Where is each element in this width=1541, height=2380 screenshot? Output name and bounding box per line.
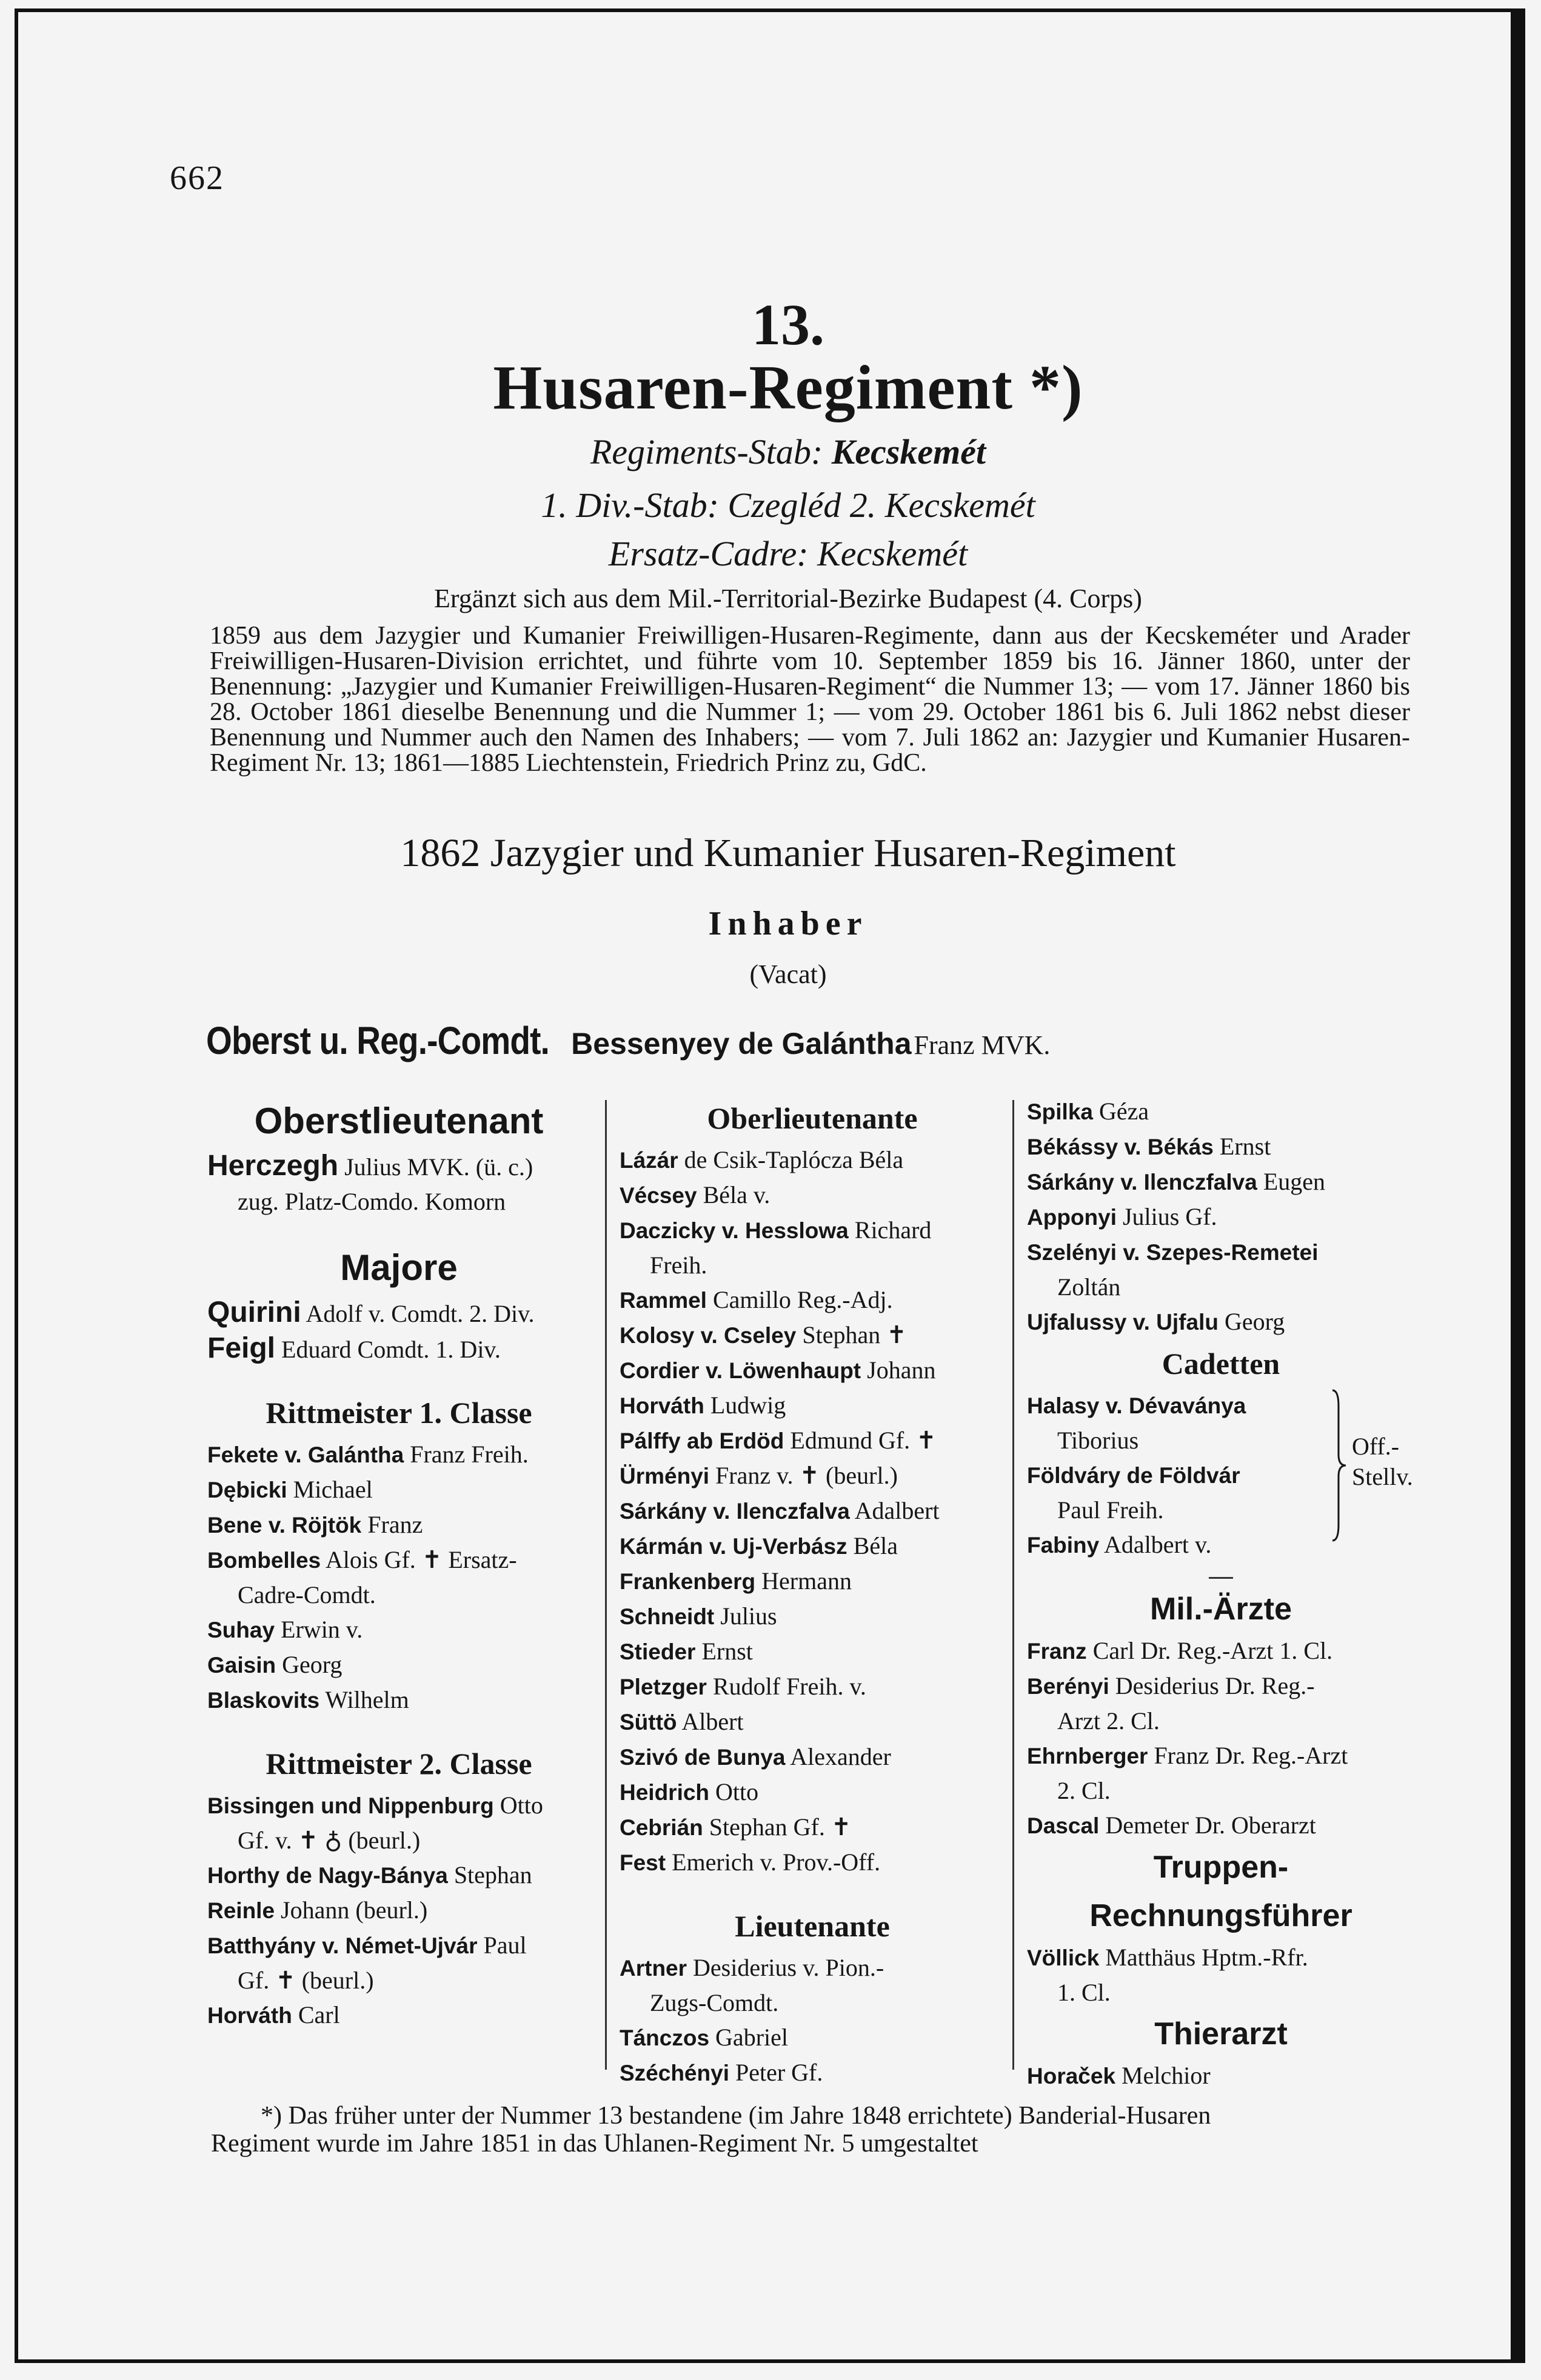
roster-entry [620, 1458, 1005, 1493]
entry-rest: Tiborius [1057, 1427, 1139, 1454]
stab-place: Kecskemét [831, 432, 986, 472]
roster-entry [620, 1669, 1005, 1704]
entry-name: Süttö [620, 1710, 677, 1735]
roster-entry [620, 1353, 1005, 1388]
entry-name: Békássy v. Békás [1027, 1135, 1214, 1159]
entry-name: Dascal [1027, 1813, 1100, 1838]
entry-name: Tánczos [620, 2025, 710, 2050]
short-rule [1209, 1562, 1233, 1579]
entry-rest: Stephan [453, 1861, 532, 1888]
entry-name: Heidrich [620, 1780, 710, 1805]
spacer [207, 1718, 590, 1739]
roster-entry [620, 1528, 1005, 1564]
entry-name: Bombelles [207, 1548, 321, 1573]
mil-aerzte-list [1027, 1633, 1415, 1843]
entry-name: Frankenberg [620, 1569, 756, 1594]
roster-entry [207, 1788, 590, 1823]
entry-continuation [620, 1985, 1005, 2020]
roster-entry [207, 1437, 590, 1472]
entry-rest: Alexander [790, 1743, 891, 1770]
entry-rest: Ernst [1219, 1133, 1271, 1160]
roster-entry [620, 1282, 1005, 1318]
brace-icon [1330, 1388, 1348, 1543]
roster-entry [207, 1647, 590, 1682]
major-entry [207, 1295, 590, 1331]
entry-rest: de Csik-Taplócza Béla [684, 1146, 904, 1173]
entry-rest: Carl [298, 2001, 340, 2028]
roster-entry [620, 2020, 1005, 2055]
entry-rest: Franz Dr. Reg.-Arzt [1154, 1742, 1348, 1769]
entry-rest: Erwin v. [281, 1616, 363, 1643]
entry-name: Daczicky v. Hesslowa [620, 1218, 849, 1243]
entry-name: Ehrnberger [1027, 1744, 1148, 1768]
entry-name: Horthy de Nagy-Bánya [207, 1863, 448, 1888]
footnote-line-2: Regiment wurde im Jahre 1851 in das Uhlanen-Regiment Nr. 5 umgestaltet [211, 2130, 978, 2158]
lieutenante-list [620, 1950, 1005, 2090]
entry-name: Széchényi [620, 2061, 729, 2085]
entry-rest: 2. Cl. [1057, 1777, 1111, 1804]
entry-rest: Edmund Gf. ✝ [790, 1427, 937, 1454]
roster-entry [620, 2055, 1005, 2090]
entry-name: Völlick [1027, 1945, 1100, 1970]
roster-entry [1027, 1094, 1415, 1129]
entry-rest: Adolf v. Comdt. 2. Div. [306, 1300, 535, 1327]
roster-entry [620, 1775, 1005, 1810]
roster-entry [1027, 1164, 1415, 1199]
entry-name: Ürményi [620, 1464, 710, 1488]
entry-name: Pálffy ab Erdöd [620, 1428, 784, 1453]
major-entry [207, 1331, 590, 1367]
oberstlieutenant-entry [207, 1148, 590, 1184]
entry-name: Sárkány v. Ilenczfalva [1027, 1170, 1257, 1195]
entry-rest: Emerich v. Prov.-Off. [672, 1848, 881, 1876]
footnote-line-1: *) Das früher unter der Nummer 13 bestandene (im Jahre 1848 errichtete) Banderial-Husaren [261, 2102, 1211, 2130]
roster-entry [207, 1682, 590, 1718]
entry-name: Rammel [620, 1288, 707, 1313]
roster-entry [620, 1318, 1005, 1353]
entry-rest: Demeter Dr. Oberarzt [1105, 1812, 1316, 1839]
entry-rest: Desiderius Dr. Reg.- [1115, 1672, 1315, 1699]
oberlieutenante-heading: Oberlieutenante [707, 1101, 918, 1135]
roster-entry [207, 1542, 590, 1578]
entry-rest: Julius Gf. [1122, 1203, 1217, 1230]
majore-heading: Majore [340, 1247, 458, 1288]
entry-rest: Rudolf Freih. v. [712, 1673, 866, 1700]
entry-rest: Géza [1099, 1098, 1149, 1125]
mil-aerzte-heading: Mil.-Ärzte [1150, 1592, 1292, 1627]
entry-rest: Johann [867, 1356, 936, 1384]
roster-entry [1027, 1304, 1415, 1339]
entry-name: Bissingen und Nippenburg [207, 1793, 494, 1818]
spacer [620, 1880, 1005, 1902]
regiments-stab-line [182, 432, 1394, 472]
oberst-rest: Franz MVK. [914, 1030, 1051, 1060]
roster-entry [207, 1858, 590, 1893]
roster-entry [207, 1507, 590, 1542]
rittmeister-1-list [207, 1437, 590, 1718]
oberstlieutenant-heading: Oberstlieutenant [254, 1101, 544, 1141]
entry-name: Cebrián [620, 1815, 703, 1840]
entry-rest: Peter Gf. [735, 2059, 823, 2086]
entry-name: Herczegh [207, 1150, 339, 1182]
entry-rest: 1. Cl. [1057, 1979, 1111, 2006]
entry-rest: Otto [715, 1778, 759, 1805]
entry-rest: Béla v. [703, 1181, 770, 1208]
oberlieutenante-list [620, 1142, 1005, 1880]
entry-rest: Gf. v. ✝ ♁ (beurl.) [238, 1827, 421, 1854]
entry-rest: Michael [293, 1476, 373, 1503]
entry-name: Feigl [207, 1332, 276, 1364]
roster-entry [620, 1704, 1005, 1739]
entry-rest: Eduard Comdt. 1. Div. [281, 1336, 501, 1363]
entry-rest: Franz v. ✝ (beurl.) [715, 1462, 898, 1489]
oberst-name: Bessenyey de Galántha [571, 1027, 912, 1061]
entry-rest: Georg [282, 1651, 343, 1678]
entry-continuation [620, 1248, 1005, 1282]
entry-name: Berényi [1027, 1674, 1109, 1699]
roster-entry [620, 1493, 1005, 1528]
entry-rest: Otto [500, 1792, 543, 1819]
entry-name: Blaskovits [207, 1688, 320, 1713]
entry-name: Schneidt [620, 1604, 715, 1629]
entry-name: Kolosy v. Cseley [620, 1323, 797, 1348]
entry-name: Gaisin [207, 1653, 276, 1678]
roster-entry [207, 1998, 590, 2033]
entry-rest: Eugen [1263, 1168, 1325, 1195]
history-text: 1859 aus dem Jazygier und Kumanier Freiwilligen-Husaren-Regimente, dann aus der Kecskeméter und Arader Freiwilligen-Husaren-Division errichtet, und führte vom 10. September 1859 bis 16. Jänner 1860, unter der Benennung: „Jazygier und Kumanier Freiwilligen-Husaren-Regiment“ die Nummer 13; — vom 17. Jänner 1860 bis 28. October 1861 dieselbe Benennung und die Nummer 1; — vom 29. October 1861 bis 6. Juli 1862 nebst dieser Benennung und Nummer auch den Namen des Inhabers; — vom 7. Juli 1862 an: Jazygier und Kumanier Husaren-Regiment Nr. 13; 1861—1885 Liechtenstein, Friedrich Prinz zu, GdC. [210, 622, 1410, 777]
entry-name: Horaček [1027, 2064, 1116, 2088]
entry-name: Stieder [620, 1639, 696, 1664]
entry-name: Cordier v. Löwenhaupt [620, 1358, 861, 1383]
entry-rest: Gf. ✝ (beurl.) [238, 1967, 374, 1994]
entry-rest: Ernst [701, 1638, 753, 1665]
entry-rest: Béla [853, 1532, 898, 1559]
cadetten-note: Off.-Stellv. [1352, 1433, 1413, 1490]
entry-name: Suhay [207, 1618, 275, 1642]
entry-rest: Cadre-Comdt. [238, 1581, 376, 1608]
history-paragraph [210, 623, 1410, 776]
spacer [207, 1367, 590, 1388]
oberst-line [206, 1018, 1419, 1063]
lieutenante-heading: Lieutenante [735, 1909, 890, 1943]
roster-entry [207, 1612, 590, 1647]
entry-rest: Zugs-Comdt. [650, 1989, 779, 2016]
entry-rest: Zoltán [1057, 1273, 1121, 1301]
roster-entry [207, 1472, 590, 1507]
entry-rest: Arzt 2. Cl. [1057, 1707, 1160, 1735]
page-number: 662 [170, 159, 224, 197]
entry-name: Ujfalussy v. Ujfalu [1027, 1310, 1218, 1335]
entry-rest: Julius MVK. (ü. c.) [344, 1153, 533, 1181]
roster-entry [620, 1423, 1005, 1458]
roster-entry [1027, 1738, 1415, 1773]
entry-continuation: zug. Platz-Comdo. Komorn [238, 1188, 506, 1215]
roster-entry [207, 1893, 590, 1928]
entry-continuation [207, 1963, 590, 1998]
entry-rest: Matthäus Hptm.-Rfr. [1105, 1944, 1308, 1971]
inhaber-value: (Vacat) [749, 959, 827, 989]
roster-entry [620, 1739, 1005, 1775]
rittmeister-2-list [207, 1788, 590, 2033]
rittmeister-1-heading: Rittmeister 1. Classe [266, 1396, 532, 1430]
entry-rest: Gabriel [715, 2024, 788, 2051]
cadetten-group [1027, 1388, 1415, 1562]
entry-name: Spilka [1027, 1099, 1093, 1124]
rechnungsfuehrer-list [1027, 1940, 1415, 2010]
thierarzt-list [1027, 2058, 1415, 2093]
inhaber-heading: Inhaber [708, 905, 868, 942]
entry-name: Szivó de Bunya [620, 1745, 786, 1770]
entry-name: Fekete v. Galántha [207, 1442, 404, 1467]
entry-rest: Julius [720, 1602, 777, 1630]
oberlieutenante-continued-list [1027, 1094, 1415, 1339]
entry-rest: Ludwig [710, 1392, 786, 1419]
column-divider-2 [1012, 1100, 1014, 2070]
entry-rest: Paul Freih. [1057, 1496, 1164, 1524]
entry-name: Fabiny [1027, 1533, 1100, 1558]
roster-entry [620, 1142, 1005, 1178]
entry-name: Pletzger [620, 1675, 707, 1699]
roster-entry [620, 1178, 1005, 1213]
entry-name: Vécsey [620, 1183, 697, 1208]
roster-entry [620, 1599, 1005, 1634]
entry-rest: Adalbert [854, 1497, 940, 1524]
entry-name: Fest [620, 1850, 666, 1875]
entry-rest: Paul [483, 1932, 527, 1959]
roster-entry [1027, 1388, 1415, 1423]
entry-rest: Johann (beurl.) [281, 1896, 428, 1924]
entry-rest: Franz Freih. [410, 1441, 529, 1468]
column-3 [1027, 1094, 1415, 2093]
entry-rest: Georg [1224, 1308, 1285, 1335]
column-divider-1 [605, 1100, 607, 2070]
entry-rest: Franz [367, 1511, 423, 1538]
entry-name: Quirini [207, 1296, 301, 1328]
roster-entry [1027, 1199, 1415, 1235]
year-title: 1862 Jazygier und Kumanier Husaren-Regiment [400, 831, 1176, 875]
roster-entry [1027, 1808, 1415, 1843]
entry-rest: Carl Dr. Reg.-Arzt 1. Cl. [1092, 1637, 1333, 1664]
entry-rest: Freih. [650, 1252, 707, 1279]
entry-name: Batthyány v. Német-Ujvár [207, 1933, 478, 1958]
spacer [207, 1219, 590, 1241]
entry-name: Dębicki [207, 1478, 287, 1502]
regiment-number: 13. [752, 292, 824, 357]
entry-name: Artner [620, 1956, 687, 1981]
entry-name: Franz [1027, 1639, 1087, 1664]
entry-name: Horváth [620, 1393, 704, 1418]
entry-rest: Albert [681, 1708, 744, 1735]
entry-name: Sárkány v. Ilenczfalva [620, 1499, 850, 1524]
roster-entry [207, 1928, 590, 1963]
entry-continuation [1027, 1493, 1415, 1527]
entry-continuation [1027, 1975, 1415, 2010]
entry-continuation [207, 1578, 590, 1612]
entry-rest: Camillo Reg.-Adj. [712, 1286, 893, 1313]
entry-name: Lázár [620, 1148, 678, 1173]
division-stab-line: 1. Div.-Stab: Czegléd 2. Kecskemét [541, 485, 1035, 525]
ersatz-cadre-line [182, 533, 1394, 574]
entry-rest: Stephan ✝ [802, 1321, 907, 1348]
entry-name: Horváth [207, 2003, 292, 2028]
roster-entry [1027, 1235, 1415, 1270]
roster-entry [1027, 1940, 1415, 1975]
entry-rest: Alois Gf. ✝ Ersatz- [325, 1546, 517, 1573]
roster-entry [620, 1634, 1005, 1669]
entry-rest: Desiderius v. Pion.- [693, 1954, 884, 1981]
footnote [211, 2102, 1411, 2158]
column-1 [207, 1094, 590, 2033]
entry-continuation [1027, 1773, 1415, 1808]
cadetten-heading: Cadetten [1162, 1347, 1280, 1381]
roster-entry [620, 1213, 1005, 1248]
column-2 [620, 1094, 1005, 2090]
entry-name: Apponyi [1027, 1205, 1117, 1230]
entry-name: Halasy v. Dévaványa [1027, 1393, 1246, 1418]
roster-entry [1027, 1668, 1415, 1704]
thierarzt-heading: Thierarzt [1154, 2016, 1288, 2052]
entry-name: Kármán v. Uj-Verbász [620, 1534, 847, 1559]
roster-entry [620, 1388, 1005, 1423]
ersatz-label: Ersatz-Cadre: [608, 534, 809, 573]
ersatz-place: Kecskemét [817, 534, 968, 573]
entry-continuation [1027, 1704, 1415, 1738]
entry-name: Földváry de Földvár [1027, 1463, 1240, 1488]
entry-name: Reinle [207, 1898, 275, 1923]
entry-name: Szelényi v. Szepes-Remetei [1027, 1240, 1319, 1265]
roster-entry [620, 1845, 1005, 1880]
roster-entry [620, 1950, 1005, 1985]
entry-continuation [1027, 1270, 1415, 1304]
entry-name: Bene v. Röjtök [207, 1513, 362, 1538]
roster-entry [1027, 2058, 1415, 2093]
roster-entry [1027, 1527, 1415, 1562]
rittmeister-2-heading: Rittmeister 2. Classe [266, 1747, 532, 1781]
roster-entry [1027, 1129, 1415, 1164]
entry-rest: Adalbert v. [1104, 1531, 1212, 1558]
regiment-title: Husaren-Regiment *) [493, 353, 1083, 422]
rechnungsfuehrer-heading: Truppen-Rechnungsführer [1089, 1850, 1352, 1933]
entry-continuation [207, 1823, 590, 1858]
erganzung-line: Ergänzt sich aus dem Mil.-Territorial-Bezirke Budapest (4. Corps) [434, 584, 1142, 613]
entry-rest: Wilhelm [325, 1686, 409, 1713]
entry-rest: Stephan Gf. ✝ [709, 1813, 852, 1841]
entry-rest: Hermann [761, 1567, 852, 1595]
oberst-label: Oberst u. Reg.-Comdt. [206, 1019, 549, 1062]
stab-label: Regiments-Stab: [590, 432, 823, 472]
entry-rest: Melchior [1121, 2062, 1211, 2089]
roster-entry [1027, 1633, 1415, 1668]
roster-entry [620, 1564, 1005, 1599]
roster-entry [620, 1810, 1005, 1845]
entry-rest: Richard [854, 1216, 932, 1244]
